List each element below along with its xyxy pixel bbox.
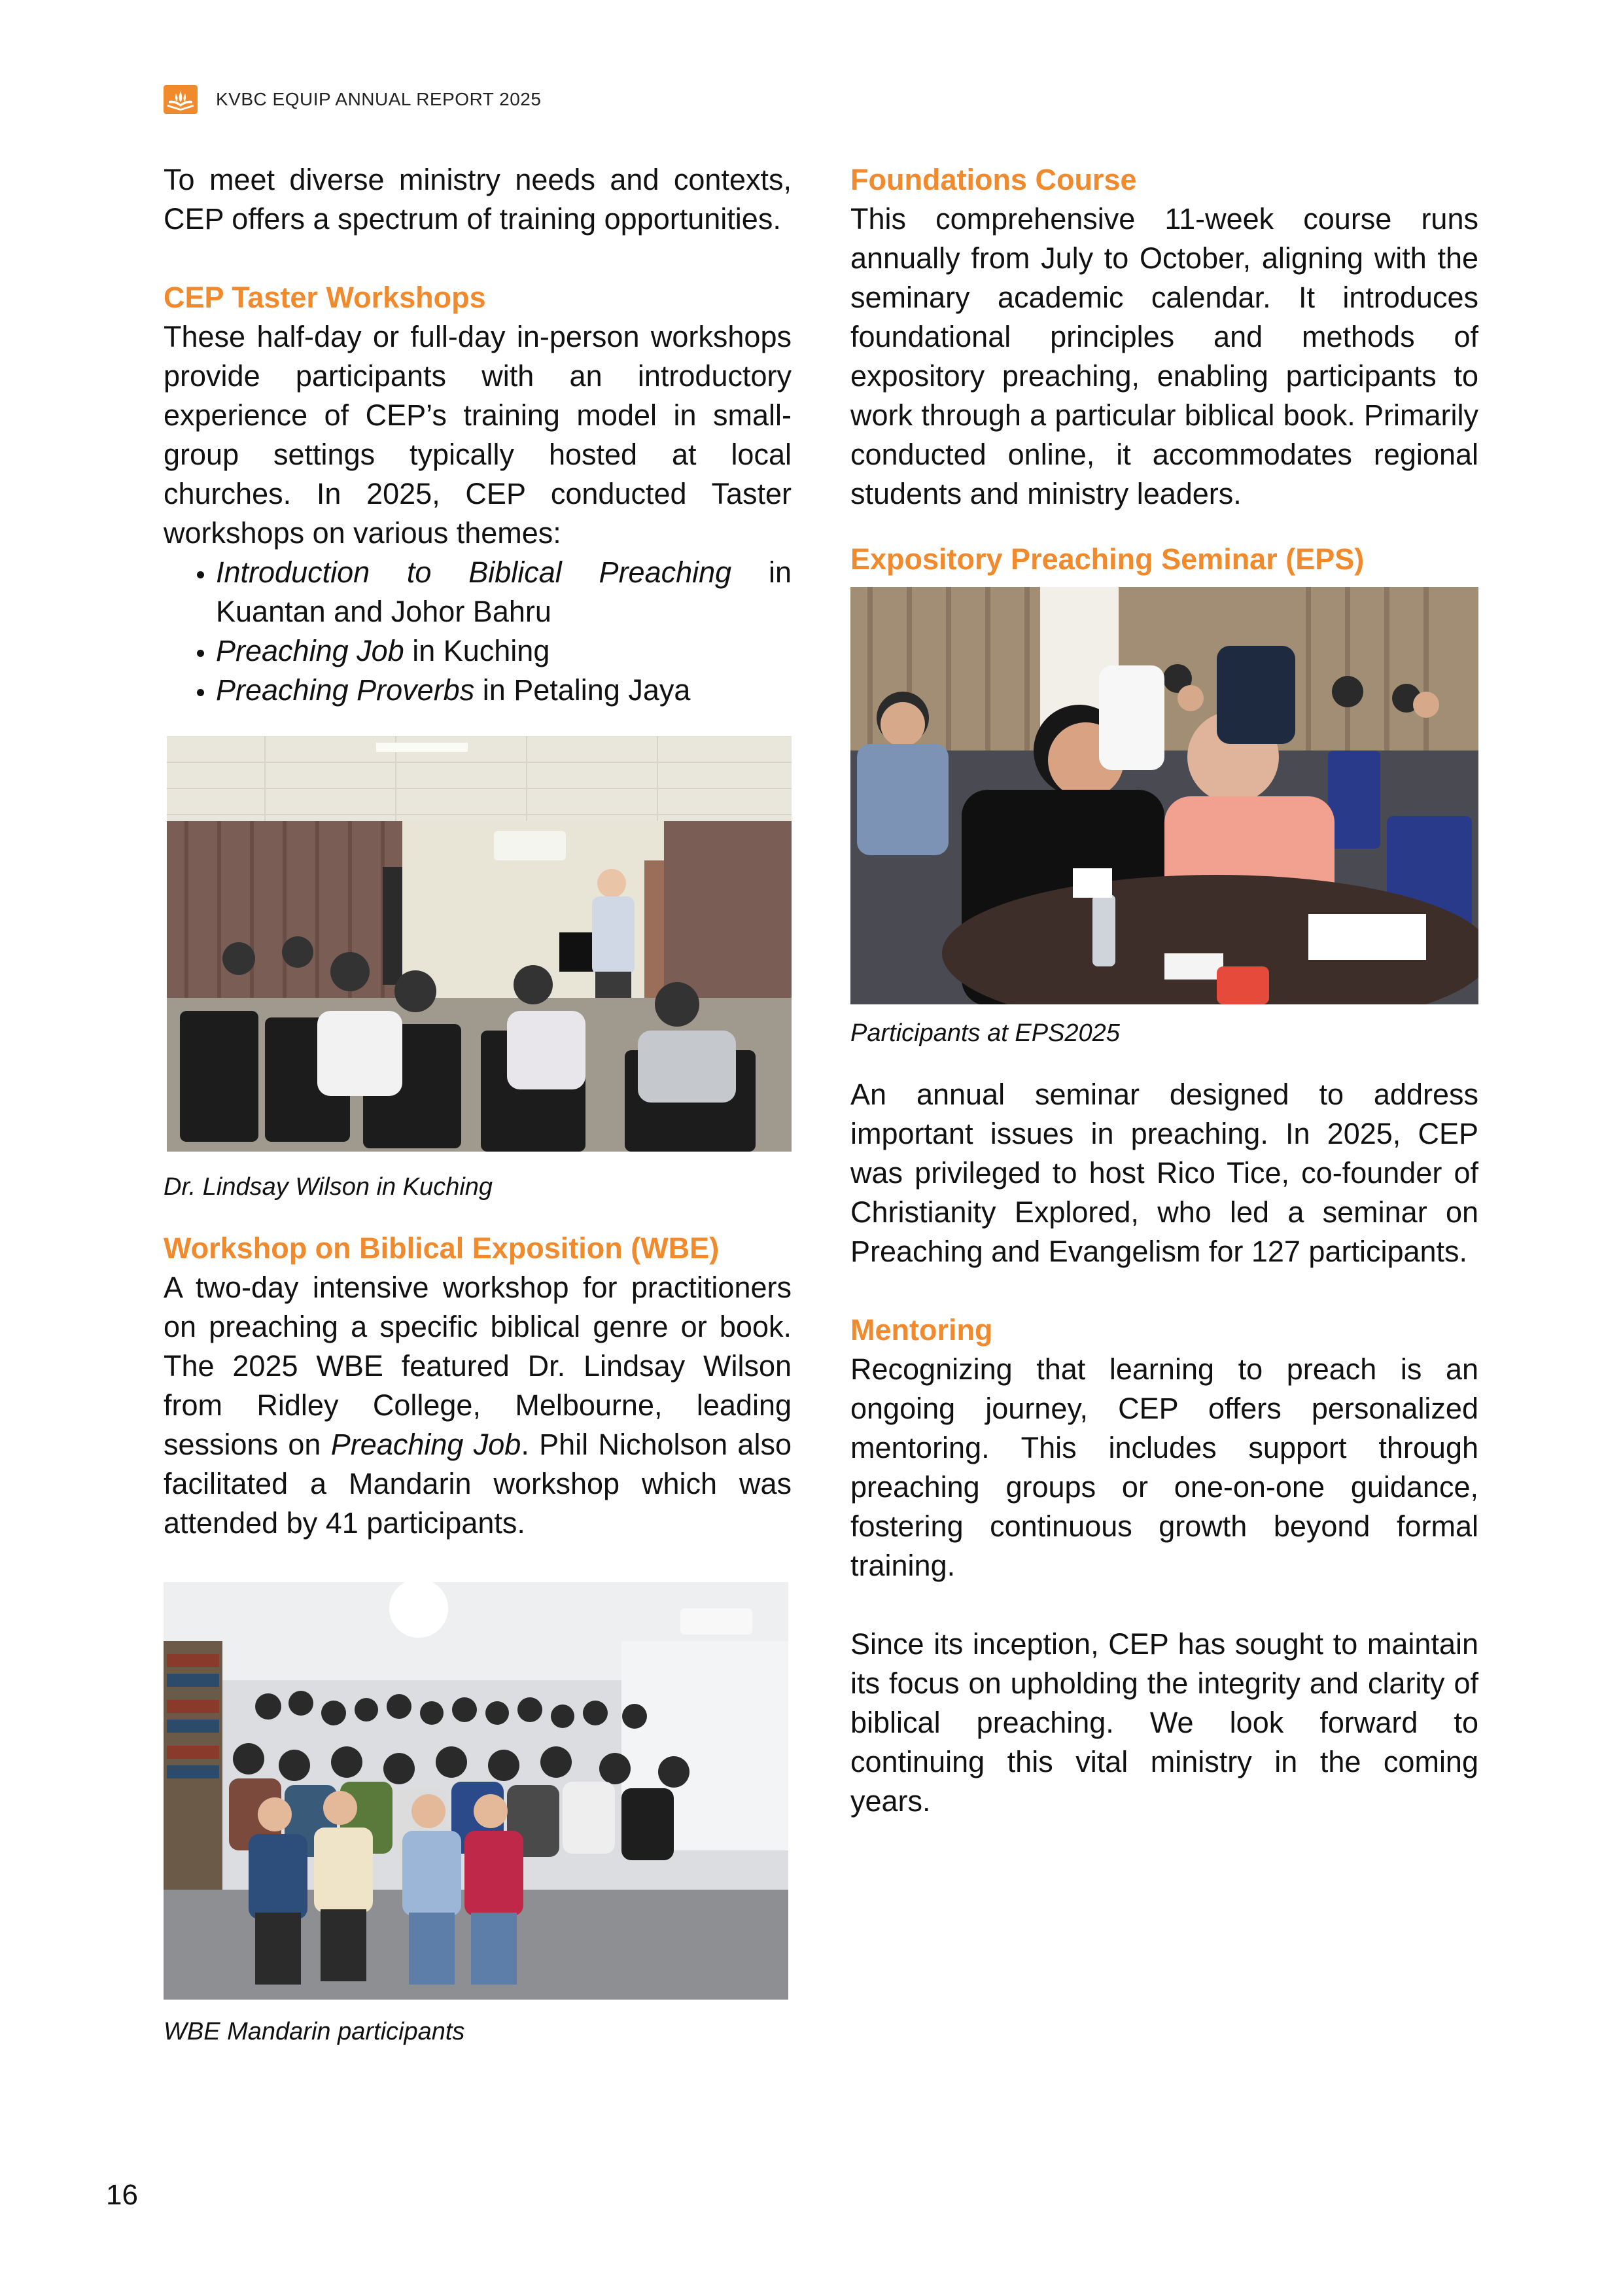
right-column: [850, 160, 1478, 1821]
wbe-heading: Workshop on Biblical Exposition (WBE): [164, 1231, 720, 1265]
page-number: 16: [106, 2179, 138, 2211]
photo-caption-eps: Participants at EPS2025: [850, 1019, 1120, 1047]
group-photo: [164, 1582, 788, 2000]
mentoring-heading: Mentoring: [850, 1313, 993, 1347]
closing-paragraph: Since its inception, CEP has sought to maintain its focus on upholding the integrity and clarity of biblical preaching. We look forward to continuing this vital ministry in the coming years.: [850, 1627, 1478, 1818]
page-header: [164, 82, 541, 116]
list-item: • Introduction to Biblical Preaching in Kuantan and Johor Bahru: [216, 553, 792, 631]
eps-participants-photo: [850, 587, 1478, 1004]
left-column: [164, 160, 792, 2047]
list-item: • Preaching Proverbs in Petaling Jaya: [216, 671, 792, 710]
wbe-paragraph: A two-day intensive workshop for practitioners on preaching a specific biblical genre or book. The 2025 WBE featured Dr. Lindsay Wilson from Ridley College, Melbourne, leading sessions on Preaching Job. Phil Nicholson also facilitated a Mandarin workshop which was attended by 41 participants.: [164, 1271, 792, 1540]
photo-caption-kuching: Dr. Lindsay Wilson in Kuching: [164, 1173, 493, 1201]
report-title: KVBC EQUIP ANNUAL REPORT 2025: [216, 89, 542, 109]
eps-paragraph: An annual seminar designed to address important issues in preaching. In 2025, CEP was privileged to host Rico Tice, co-founder of Christianity Explored, who led a seminar on Preaching and Evangelism for 127 participants.: [850, 1078, 1478, 1268]
foundations-heading: Foundations Course: [850, 163, 1137, 196]
eps-heading: Expository Preaching Seminar (EPS): [850, 542, 1365, 576]
book-flame-logo-icon: [164, 85, 198, 114]
mentoring-paragraph: Recognizing that learning to preach is an ongoing journey, CEP offers personalized mentoring. This includes support through preaching groups or one-on-one guidance, fostering continuous growth beyond formal training.: [850, 1352, 1478, 1582]
taster-heading: CEP Taster Workshops: [164, 281, 486, 314]
taster-paragraph: These half-day or full-day in-person workshops provide participants with an introductory experience of CEP’s training model in small-group settings typically hosted at local churches. In 2025, CEP conducted Taster workshops on various themes:: [164, 320, 792, 550]
photo-caption-wbe: WBE Mandarin participants: [164, 2018, 465, 2045]
intro-paragraph: To meet diverse ministry needs and contexts, CEP offers a spectrum of training opportunities.: [164, 163, 792, 236]
foundations-paragraph: This comprehensive 11-week course runs annually from July to October, aligning with the seminary academic calendar. It introduces foundational principles and methods of expository preaching, enabling participants to work through a particular biblical book. Primarily conducted online, it accommodates regional students and ministry leaders.: [850, 202, 1478, 510]
taster-list: [164, 553, 792, 710]
list-item: • Preaching Job in Kuching: [216, 631, 792, 671]
lecture-photo: [167, 736, 792, 1152]
